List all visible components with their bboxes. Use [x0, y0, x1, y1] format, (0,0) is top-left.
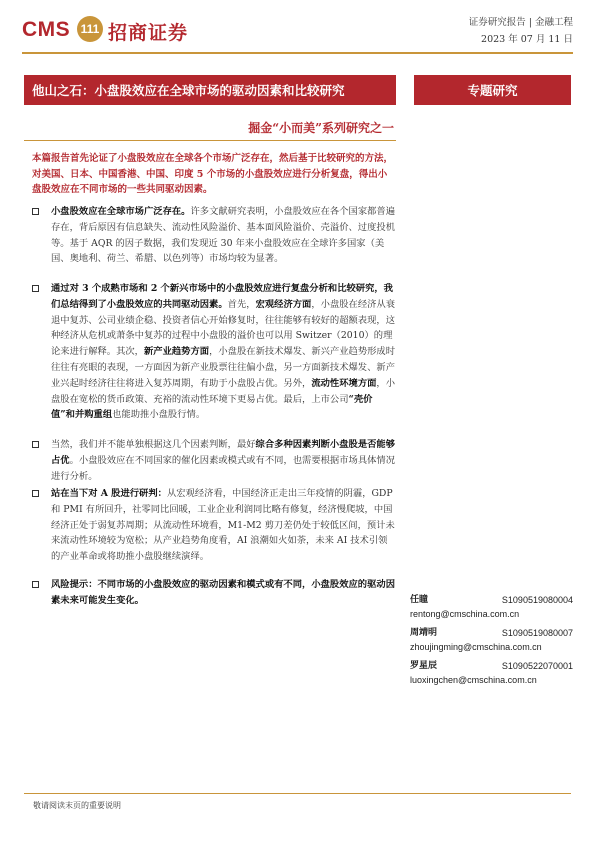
risk-warning — [32, 577, 396, 609]
bullet-item — [32, 437, 396, 484]
bullet-text: 当然，我们并不能单独根据这几个因素判断，最好 — [51, 439, 256, 450]
checkbox-bullet-icon — [32, 208, 39, 215]
bullet-lead: 通过对 3 个成熟市场和 2 个新兴市场中的小盘股效应进行复盘分析和比较研究，我们总结得到了小盘股效应的共同驱动因素。 — [51, 283, 393, 310]
logo-badge-icon: 111 — [77, 16, 103, 42]
bullet-keyword: “壳价值”和并购重组 — [51, 393, 373, 421]
logo-text: CMS — [22, 18, 71, 41]
report-date: 2023 年 07 月 11 日 — [481, 34, 573, 45]
bullet-item — [32, 204, 396, 267]
footer-divider — [24, 793, 571, 794]
author-row — [410, 593, 573, 607]
header-divider — [22, 52, 573, 54]
page-subtitle: 掘金“小而美”系列研究之一 — [248, 121, 394, 135]
bullet-lead: 站在当下对 A 股进行研判： — [51, 488, 167, 499]
author-name: 周靖明 — [410, 628, 438, 638]
bullet-item — [32, 281, 396, 423]
bullet-keyword: 宏观经济方面 — [255, 298, 312, 310]
author-cert: S1090522070001 — [501, 661, 573, 671]
author-name: 任瞳 — [410, 595, 429, 605]
bullet-keyword: 流动性环境方面 — [311, 377, 377, 389]
title-bar — [24, 75, 396, 105]
bullet-text: 首先， — [227, 298, 256, 310]
footer-note: 敬请阅读末页的重要说明 — [33, 801, 121, 810]
bullet-keyword: 新产业趋势方面 — [143, 346, 210, 358]
checkbox-bullet-icon — [32, 581, 39, 588]
author-row — [410, 626, 573, 640]
author-email[interactable]: zhoujingming@cmschina.com.cn — [410, 642, 542, 652]
header-meta — [469, 14, 573, 48]
checkbox-bullet-icon — [32, 441, 39, 448]
checkbox-bullet-icon — [32, 285, 39, 292]
bullet-text: ，小盘股在经济从衰退中复苏、公司业绩企稳、投资者信心开始修复时，往往能够有较好的超额表现，这种经济从危机或萧条中复苏的过程中小盘股的溢价也可以用 Switzer（2010）的理论来进行解释。其次， — [51, 298, 396, 358]
bullet-text: ，小盘股在宽松的货币政策、充裕的流动性环境下更易占优。最后，上市公司 — [51, 377, 396, 405]
bullet-lead: 小盘股效应在全球市场广泛存在。 — [51, 206, 191, 217]
brand-name: 招商证券 — [108, 22, 189, 44]
risk-text: 风险提示：不同市场的小盘股效应的驱动因素和模式或有不同，小盘股效应的驱动因素未来可能发生变化。 — [51, 579, 395, 606]
bullet-keyword: 综合多种因素判断小盘股是否能够占优 — [51, 439, 396, 466]
report-tag — [414, 75, 571, 105]
author-cert: S1090519080007 — [501, 628, 573, 638]
bullet-body: 从宏观经济看，中国经济正走出三年疫情的阴霾，GDP 和 PMI 有所回升，社零同比回暖，工业企业利润同比略有修复，经济慢爬坡，中国经济正处于弱复苏周期；从流动性环境看，M1-M2 剪刀差仍处于较低区间，预计未来流动性环境较为宽松；从产业趋势角度看，AI 浪潮如火如荼，未来 AI 技术引领的产业革命或将助推小盘股继续演绎。 — [51, 488, 395, 563]
author-email[interactable]: luoxingchen@cmschina.com.cn — [410, 675, 537, 685]
brand-logo — [22, 16, 212, 46]
page-title: 他山之石：小盘股效应在全球市场的驱动因素和比较研究 — [32, 83, 345, 98]
report-tag-label: 专题研究 — [467, 83, 518, 98]
author-cert: S1090519080004 — [501, 595, 573, 605]
report-type: 证券研究报告 | 金融工程 — [468, 17, 573, 28]
checkbox-bullet-icon — [32, 490, 39, 497]
author-row — [410, 659, 573, 673]
abstract: 本篇报告首先论证了小盘股效应在全球各个市场广泛存在，然后基于比较研究的方法，对美国、日本、中国香港、中国、印度 5 个市场的小盘股效应进行分析复盘，得出小盘股效应在不同市场的一些共同驱动因素。 — [32, 153, 394, 195]
bullet-item — [32, 486, 396, 565]
bullet-text: 。小盘股效应在不同国家的催化因素或模式或有不同，也需要根据市场具体情况进行分析。 — [51, 454, 396, 482]
bullet-text: 也能助推小盘股行情。 — [112, 409, 206, 421]
subtitle-divider — [24, 140, 396, 141]
author-email[interactable]: rentong@cmschina.com.cn — [410, 609, 520, 619]
bullet-body: 许多文献研究表明，小盘股效应在各个国家都普遍存在，背后原因有信息缺失、流动性风险溢价、基本面风险溢价、壳溢价、过度投机等。基于 AQR 的因子数据，我们发现近 30 年来小盘股效应在全球许多国家（美国、奥地利、荷兰、希腊、以色列等）市场均较为显著。 — [51, 206, 396, 265]
author-name: 罗星辰 — [410, 661, 438, 671]
bullet-text: ，小盘股在新技术爆发、新兴产业趋势形成时往往有亮眼的表现，一方面因为新产业股票往往偏小盘，另一方面新技术爆发、新产业兴起时经济往往将进入复苏周期，有助于小盘股占优。另外， — [51, 346, 396, 389]
author-list — [410, 593, 573, 692]
